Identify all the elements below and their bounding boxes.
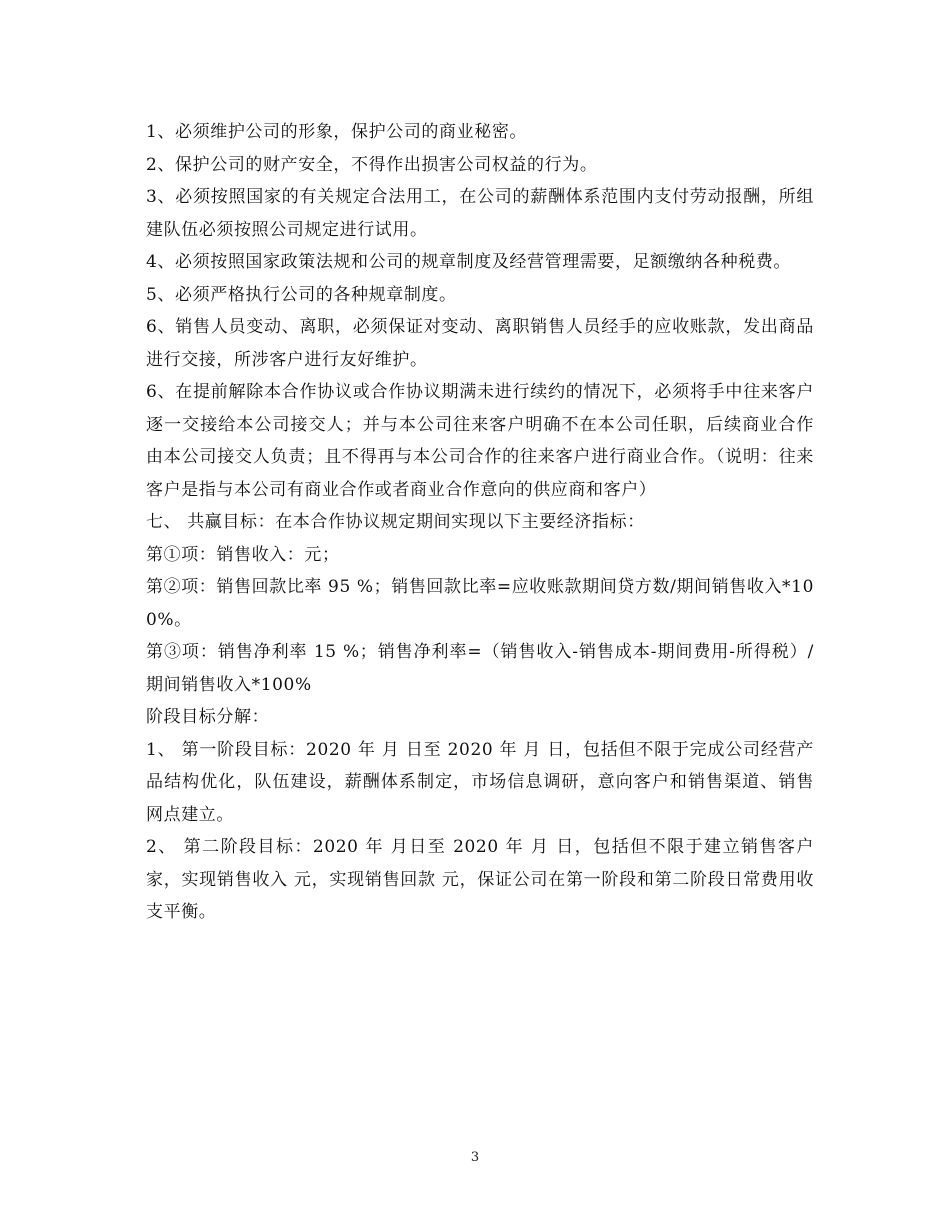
document-body [146, 116, 814, 929]
page-number: 3 [470, 1150, 480, 1165]
section-heading-goals: 七、 共赢目标：在本合作协议规定期间实现以下主要经济指标： [146, 512, 645, 532]
stage-goals-heading: 阶段目标分解： [146, 707, 270, 727]
paragraph-obligation-1: 1、必须维护公司的形象，保护公司的商业秘密。 [146, 122, 528, 142]
paragraph-obligation-2: 2、保护公司的财产安全，不得作出损害公司权益的行为。 [146, 154, 598, 175]
paragraph-obligation-3: 3、必须按照国家的有关规定合法用工，在公司的薪酬体系范围内支付劳动报酬，所组建队伍必须按照公司规定进行试用。 [146, 187, 814, 240]
paragraph-obligation-4: 4、必须按照国家政策法规和公司的规章制度及经营管理需要，足额缴纳各种税费。 [146, 252, 792, 272]
goal-item-2: 第②项：销售回款比率 95 %；销售回款比率=应收账款期间贷方数/期间销售收入*100%。 [146, 577, 814, 630]
stage-goal-2: 2、 第二阶段目标：2020 年 月日至 2020 年 月 日，包括但不限于建立销售客户家，实现销售收入 元，实现销售回款 元，保证公司在第一阶段和第二阶段日常费用收支平衡。 [146, 837, 814, 922]
paragraph-obligation-5: 5、必须严格执行公司的各种规章制度。 [146, 284, 457, 305]
paragraph-obligation-6b: 6、在提前解除本合作协议或合作协议期满未进行续约的情况下，必须将手中往来客户逐一交接给本公司接交人；并与本公司往来客户明确不在本公司任职，后续商业合作由本公司接交人负责；且不得再与本公司合作的往来客户进行商业合作。（说明：往来客户是指与本公司有商业合作或者商业合作意向的供应商和客户） [146, 382, 814, 500]
paragraph-obligation-6a: 6、销售人员变动、离职，必须保证对变动、离职销售人员经手的应收账款，发出商品进行交接，所涉客户进行友好维护。 [146, 317, 814, 370]
goal-item-3: 第③项：销售净利率 15 %；销售净利率=（销售收入-销售成本-期间费用-所得税）/期间销售收入*100% [146, 642, 814, 695]
goal-item-1: 第①项：销售收入：元； [146, 544, 340, 565]
stage-goal-1: 1、 第一阶段目标：2020 年 月 日至 2020 年 月 日，包括但不限于完成公司经营产品结构优化，队伍建设，薪酬体系制定，市场信息调研，意向客户和销售渠道、销售网点建立。 [146, 739, 814, 825]
